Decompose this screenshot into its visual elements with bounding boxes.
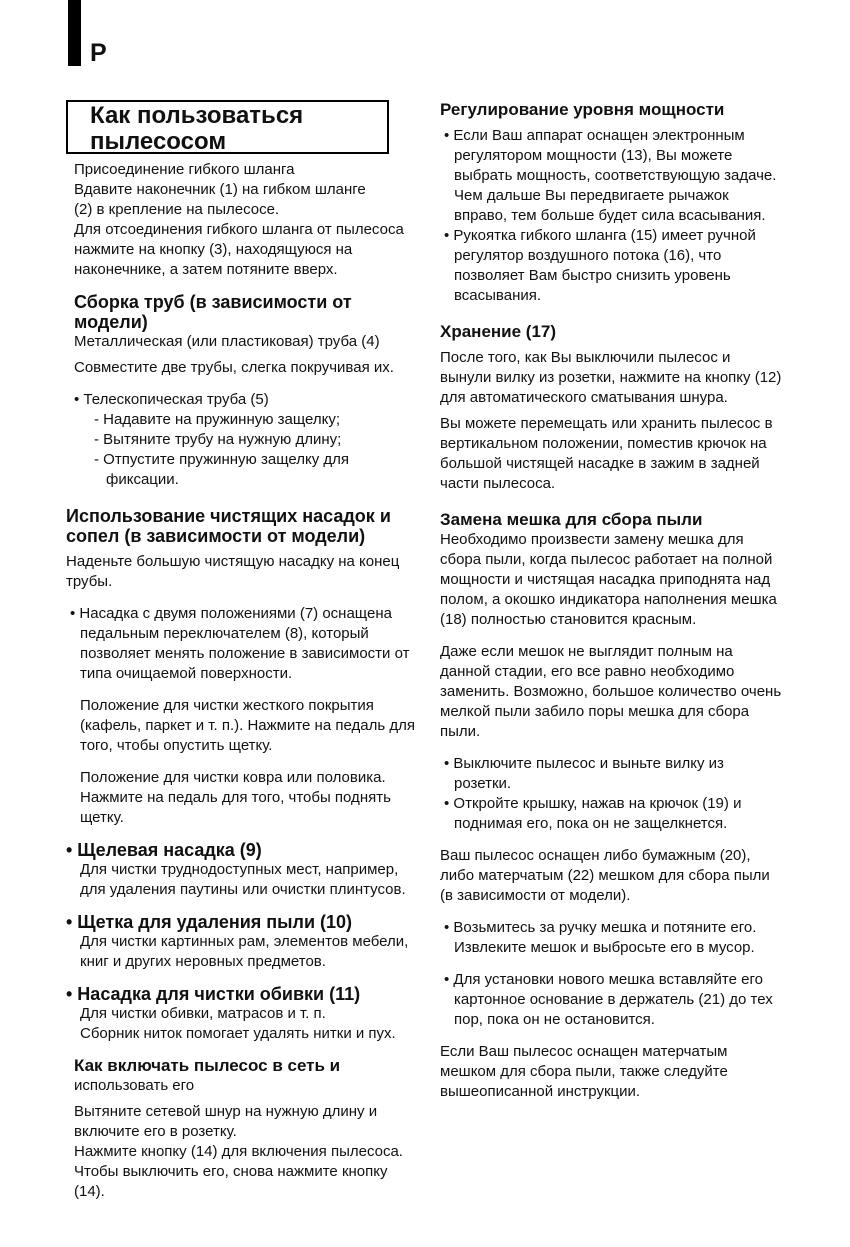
page-title-line-2: пылесосом — [90, 128, 227, 155]
tubes-bullet: • Телескопическая труба (5) — [74, 391, 269, 408]
language-letter: P — [90, 39, 107, 67]
nozzles-hard-floor: Положение для чистки жесткого покрытия (кафель, паркет и т. п.). Нажмите на педаль для того, чтобы опустить щетку. — [80, 697, 415, 754]
upholstery-heading: • Насадка для чистки обивки (11) — [66, 984, 361, 1004]
switch-text-1: Вытяните сетевой шнур на нужную длину и включите его в розетку. — [74, 1103, 378, 1140]
tubes-heading: Сборка труб (в зависимости от модели) — [74, 292, 352, 332]
hose-subheading: Присоединение гибкого шланга — [74, 161, 295, 178]
tubes-step-3: - Отпустите пружинную защелку для фиксации. — [94, 451, 349, 488]
nozzles-bullet: • Насадка с двумя положениями (7) оснащена педальным переключателем (8), который позволяет менять положение в зависимости от типа очищаемой поверхности. — [70, 605, 410, 682]
bag-text-2: Даже если мешок не выглядит полным на данной стадии, его все равно необходимо заменить. Возможно, большое количество очень мелкой пыли забило поры мешка для сбора пыли. — [440, 643, 782, 740]
left-column — [66, 100, 418, 1202]
bag-text-3: Ваш пылесос оснащен либо бумажным (20), либо матерчатым (22) мешком для сбора пыли (в зависимости от модели). — [440, 847, 770, 904]
tubes-step-2: - Вытяните трубу на нужную длину; — [94, 431, 342, 448]
language-marker-bar — [68, 0, 81, 66]
upholstery-text-2: Сборник ниток помогает удалять нитки и пух. — [80, 1025, 396, 1042]
hose-text-3: Для отсоединения гибкого шланга от пылесоса нажмите на кнопку (3), находящуюся на наконечнике, а затем потяните вверх. — [74, 221, 404, 278]
switch-heading: Как включать пылесос в сеть и — [74, 1056, 341, 1075]
brush-heading: • Щетка для удаления пыли (10) — [66, 912, 353, 932]
bag-bullet-4: • Для установки нового мешка вставляйте его картонное основание в держатель (21) до тех пор, пока он не остановится. — [444, 971, 773, 1028]
page-title-box — [66, 100, 389, 154]
nozzles-text: Наденьте большую чистящую насадку на конец трубы. — [66, 553, 400, 590]
storage-text-1: После того, как Вы выключили пылесос и вынули вилку из розетки, нажмите на кнопку (12) для автоматического сматывания шнура. — [440, 349, 782, 406]
tubes-text-2: Совместите две трубы, слегка покручивая их. — [74, 359, 394, 376]
upholstery-text-1: Для чистки обивки, матрасов и т. п. — [80, 1005, 326, 1022]
tubes-text-1: Металлическая (или пластиковая) труба (4) — [74, 333, 380, 350]
hose-text-1: Вдавите наконечник (1) на гибком шланге — [74, 181, 366, 198]
bag-text-4: Если Ваш пылесос оснащен матерчатым мешком для сбора пыли, также следуйте вышеописанной инструкции. — [440, 1043, 728, 1100]
switch-subheading: использовать его — [74, 1077, 195, 1094]
crevice-heading: • Щелевая насадка (9) — [66, 840, 262, 860]
nozzles-heading: Использование чистящих насадок и сопел (в зависимости от модели) — [66, 506, 391, 546]
bag-heading: Замена мешка для сбора пыли — [440, 510, 703, 529]
switch-text-2: Нажмите кнопку (14) для включения пылесоса. Чтобы выключить его, снова нажмите кнопку (14). — [74, 1143, 403, 1200]
power-bullet-2: • Рукоятка гибкого шланга (15) имеет ручной регулятор воздушного потока (16), что позволяет Вам быстро снизить уровень всасывания. — [444, 227, 756, 304]
storage-text-2: Вы можете перемещать или хранить пылесос в вертикальном положении, поместив крючок на большой чистящей насадке в зажим в задней части пылесоса. — [440, 415, 773, 492]
bag-bullet-2: • Откройте крышку, нажав на крючок (19) и поднимая его, пока он не защелкнется. — [444, 795, 742, 832]
power-heading: Регулирование уровня мощности — [440, 100, 725, 119]
page-title-line-1: Как пользоваться — [90, 102, 304, 129]
brush-text: Для чистки картинных рам, элементов мебели, книг и других неровных предметов. — [80, 933, 409, 970]
tubes-step-1: - Надавите на пружинную защелку; — [94, 411, 341, 428]
hose-text-2: (2) в крепление на пылесосе. — [74, 201, 280, 218]
storage-heading: Хранение (17) — [440, 322, 557, 341]
power-bullet-1: • Если Ваш аппарат оснащен электронным регулятором мощности (13), Вы можете выбрать мощность, соответствующую задаче. Чем дальше Вы передвигаете рычажок вправо, тем больше будет сила всасывания. — [444, 127, 777, 224]
bag-bullet-1: • Выключите пылесос и выньте вилку из розетки. — [444, 755, 724, 792]
bag-text-1: Необходимо произвести замену мешка для сбора пыли, когда пылесос работает на полной мощности и чистящая насадка приподнята над полом, а окошко индикатора наполнения мешка (18) полностью становится красным. — [440, 531, 777, 628]
crevice-text: Для чистки труднодоступных мест, например, для удаления паутины или очистки плинтусов. — [80, 861, 406, 898]
right-column — [440, 100, 785, 1102]
nozzles-carpet: Положение для чистки ковра или половика. Нажмите на педаль для того, чтобы поднять щетку. — [80, 769, 391, 826]
bag-bullet-3: • Возьмитесь за ручку мешка и потяните его. Извлеките мешок и выбросьте его в мусор. — [444, 919, 757, 956]
